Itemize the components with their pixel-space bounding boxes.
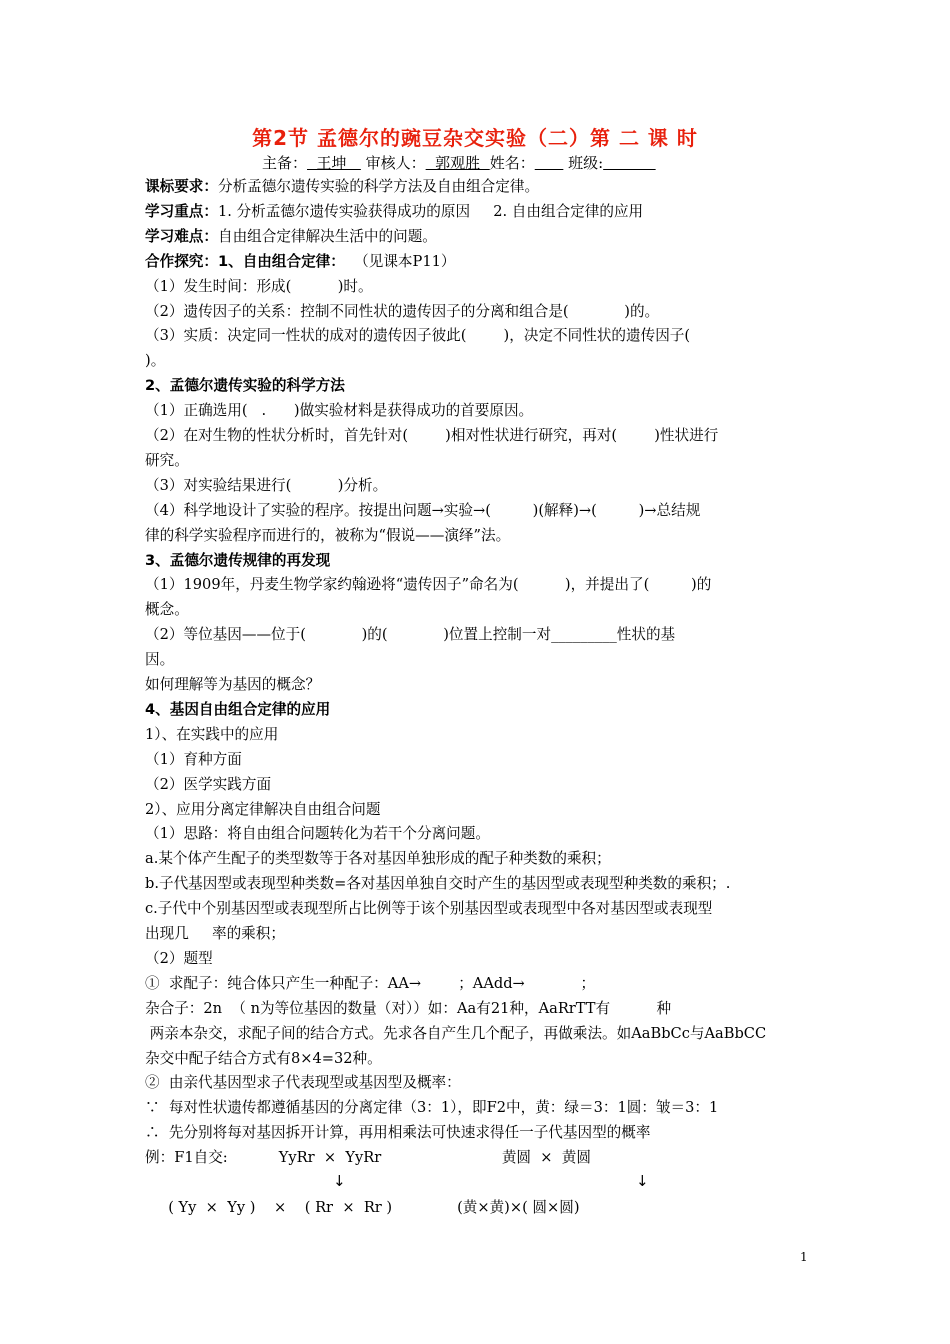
text-line: [145, 450, 189, 472]
line-label: 2、孟德尔遗传实验的科学方法: [145, 377, 345, 395]
line-text: （1）育种方面: [145, 750, 242, 768]
text-line: [145, 574, 711, 596]
text-line: [145, 350, 165, 372]
line-text: （4）科学地设计了实验的程序。按提出问题→实验→( )(解释)→( )→总结规: [145, 501, 701, 519]
zhubei-value: 王坤: [307, 154, 361, 172]
text-line: [145, 1197, 580, 1219]
line-text: 因。: [145, 651, 175, 669]
text-line: [145, 226, 437, 248]
line-text: 分析孟德尔遗传实验的科学方法及自由组合定律。: [217, 178, 540, 195]
line-text: （1）1909年，丹麦生物学家约翰逊将“遗传因子”命名为( )，并提出了( )的: [145, 576, 712, 594]
text-line: [145, 724, 278, 746]
line-text: 出现几 率的乘积；: [145, 925, 285, 942]
text-line: [145, 774, 271, 796]
text-line: [145, 425, 718, 447]
line-text: （见课本P11）: [344, 252, 456, 270]
line-text: 研究。: [145, 451, 189, 469]
text-line: [145, 375, 345, 397]
line-text: 自由组合定律解决生活中的问题。: [217, 227, 437, 245]
text-line: [145, 848, 611, 870]
line-text: a.某个体产生配子的类型数等于各对基因单独形成的配子种类数的乘积；: [145, 850, 611, 868]
text-line: [145, 1072, 461, 1094]
text-line: [145, 923, 285, 945]
author-info: [262, 152, 656, 173]
text-line: [145, 973, 595, 995]
line-text: （2）遗传因子的关系：控制不同性状的遗传因子的分离和组合是( )的。: [145, 302, 660, 320]
text-line: [145, 201, 643, 223]
line-text: （2）在对生物的性状分析时，首先针对( )相对性状进行研究，再对( )性状进行: [145, 427, 719, 444]
class-blank: [603, 154, 655, 172]
line-text: c.子代中个别基因型或表现型所占比例等于该个别基因型或表现型中各对基因型或表现型: [145, 900, 713, 918]
line-label: 合作探究：1、自由组合定律：: [145, 252, 345, 270]
text-line: [145, 1023, 766, 1045]
line-label: 学习难点：: [145, 227, 218, 245]
text-line: [145, 251, 456, 273]
line-text: 1）、在实践中的应用: [145, 725, 279, 743]
line-text: 2）、应用分离定律解决自由组合问题: [145, 800, 381, 818]
text-line: [145, 1097, 718, 1119]
shenhe-label: 审核人：: [360, 154, 426, 172]
line-text: ∴ 先分别将每对基因拆开计算，再用相乘法可快速求得任一子代基因型的概率: [145, 1124, 651, 1142]
text-line: [145, 948, 213, 970]
text-line: [145, 400, 533, 422]
line-text: （3）实质：决定同一性状的成对的遗传因子彼此( )，决定不同性状的遗传因子(: [145, 327, 691, 345]
text-line: [145, 873, 730, 895]
text-line: [145, 1048, 382, 1070]
line-text: （1）发生时间：形成( )时。: [145, 277, 373, 295]
line-text: 两亲本杂交，求配子间的结合方式。先求各自产生几个配子，再做乘法。如AaBbCc与AaBbCC: [145, 1024, 767, 1042]
line-label: 学习重点：: [145, 202, 218, 220]
page-title: 第2节 孟德尔的豌豆杂交实验（二）第 二 课 时: [252, 126, 698, 150]
line-text: （2）题型: [145, 949, 213, 967]
shenhe-value: 郭观胜: [425, 154, 490, 172]
zhubei-label: 主备：: [262, 154, 308, 172]
line-text: 杂交中配子结合方式有8×4=32种。: [145, 1049, 382, 1067]
text-line: [145, 301, 659, 323]
text-line: [145, 176, 539, 198]
line-label: 课标要求：: [145, 178, 218, 195]
line-text: ∵ 每对性状遗传都遵循基因的分离定律（3：1），即F2中，黄：绿＝3：1圆：皱＝3：1: [145, 1099, 719, 1117]
text-line: [145, 599, 189, 621]
line-text: 律的科学实验程序而进行的，被称为“假说——演绎”法。: [145, 526, 511, 544]
line-text: （2）等位基因——位于( )的( )位置上控制一对_________性状的基: [145, 626, 676, 644]
text-line: [145, 500, 700, 522]
text-line: [145, 699, 330, 721]
line-text: 例：F1自交: YyRr × YyRr 黄圆 × 黄圆: [145, 1149, 591, 1167]
line-text: （1）正确选用( . )做实验材料是获得成功的首要原因。: [145, 402, 534, 420]
text-line: [145, 799, 381, 821]
line-text: ( Yy × Yy ) × ( Rr × Rr ) (黄×黄)×( 圆×圆): [145, 1198, 580, 1216]
name-blank: [535, 154, 564, 172]
text-line: [145, 1122, 650, 1144]
text-line: [145, 276, 373, 298]
line-text: 如何理解等为基因的概念？: [145, 676, 321, 693]
page-number: 1: [800, 1250, 808, 1264]
line-text: （3）对实验结果进行( )分析。: [145, 476, 388, 494]
text-line: [145, 998, 671, 1020]
text-line: [145, 624, 675, 646]
down-arrow-icon: ↓: [333, 1172, 346, 1190]
line-text: 1. 分析孟德尔遗传实验获得成功的原因 2. 自由组合定律的应用: [217, 202, 644, 220]
line-text: 概念。: [145, 601, 189, 619]
text-line: [145, 325, 690, 347]
line-label: 3、孟德尔遗传规律的再发现: [145, 551, 331, 569]
text-line: [145, 525, 510, 547]
text-line: [145, 649, 174, 671]
line-text: （2）医学实践方面: [145, 775, 272, 793]
class-label: 班级:: [563, 154, 604, 172]
text-line: [145, 749, 242, 771]
line-text: 杂合子：2n （ n为等位基因的数量（对））如：Aa有21种，AaRrTT有 种: [145, 999, 672, 1017]
text-line: [145, 550, 330, 572]
text-line: [145, 674, 320, 696]
line-text: b.子代基因型或表现型种类数=各对基因单独自交时产生的基因型或表现型种类数的乘积；.: [145, 875, 731, 893]
line-label: 4、基因自由组合定律的应用: [145, 700, 331, 718]
line-text: ① 求配子：纯合体只产生一种配子：AA→ ；AAdd→ ；: [145, 974, 596, 992]
name-label: 姓名：: [489, 154, 535, 172]
text-line: [145, 1147, 591, 1169]
line-text: ② 由亲代基因型求子代表现型或基因型及概率：: [145, 1074, 461, 1092]
line-text: （1）思路：将自由组合问题转化为若干个分离问题。: [145, 825, 490, 843]
text-line: [145, 823, 490, 845]
line-text: )。: [145, 352, 166, 370]
down-arrow-icon: ↓: [636, 1172, 649, 1190]
text-line: [145, 898, 712, 920]
text-line: [145, 475, 387, 497]
